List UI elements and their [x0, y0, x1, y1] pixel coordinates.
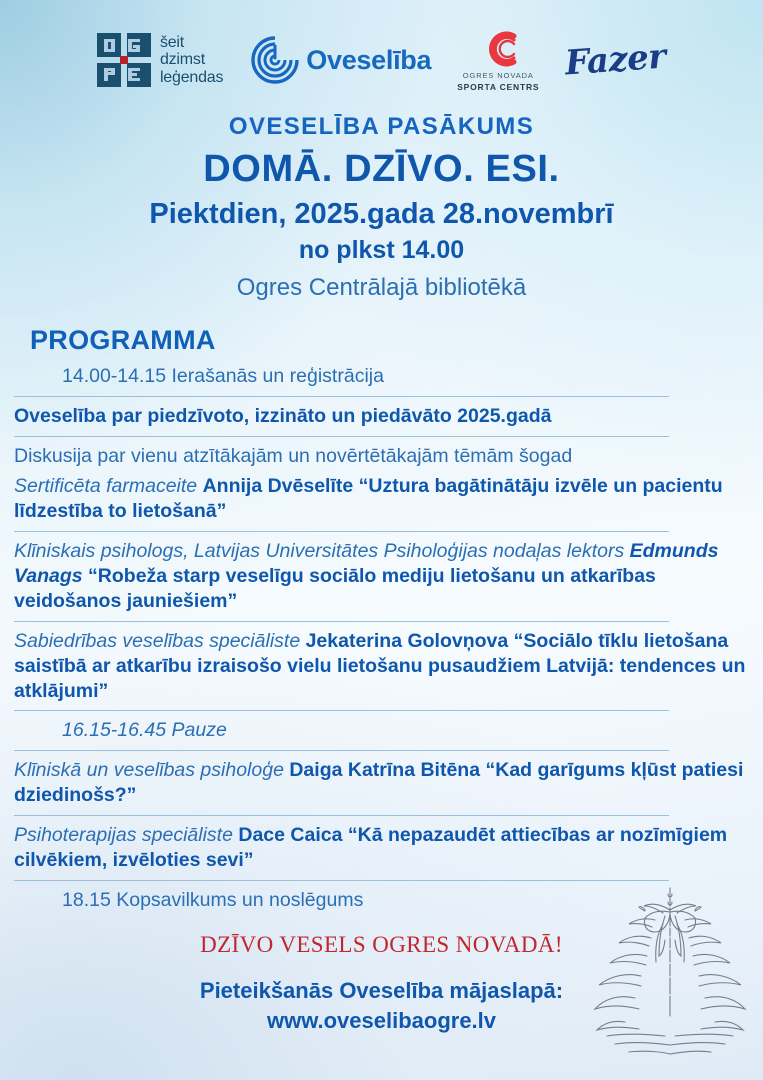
programme-entry: [14, 756, 754, 811]
ogre-square-mark-icon: [97, 33, 151, 87]
programme-divider: [14, 710, 669, 711]
ogre-accent-dot-icon: [120, 56, 128, 64]
programme-speaker-line: [14, 474, 754, 524]
programme-divider: [14, 621, 669, 622]
speaker-talk-title: “Sociālo tīklu lietošana saistībā ar atkarību izraisošo vielu lietošanu pusaudžiem Latvijā: tendences un atklājumi”: [14, 629, 746, 702]
speaker-role: Sabiedrības veselības speciāliste: [14, 629, 306, 652]
speaker-name: Edmunds Vanags: [14, 539, 719, 587]
event-time: no plkst 14.00: [298, 236, 465, 264]
programme-time-line: 18.15 Kopsavilkums un noslēgums: [62, 889, 364, 912]
christmas-tree-sketch-icon: [585, 876, 755, 1076]
speaker-talk-title: “Kad garīgums kļūst patiesi dziedinošs?”: [14, 759, 744, 807]
programme-entry: [14, 821, 754, 876]
speaker-name: Daiga Katrīna Bitēna: [289, 759, 481, 782]
programme-time-line: 14.00-14.15 Ierašanās un reģistrācija: [62, 365, 384, 387]
programme-entry: [14, 362, 754, 392]
programme-list: [14, 362, 754, 916]
sporta-centrs-line-2: SPORTA CENTRS: [457, 81, 540, 92]
speaker-name: Jekaterina Golovņova: [305, 629, 509, 652]
programme-entry: [14, 442, 754, 472]
ogre-tagline-line-1: šeit: [159, 34, 185, 52]
speaker-name: Dace Caica: [238, 824, 343, 847]
speaker-talk-title: “Uztura bagātinātāju izvēle un pacientu līdzestība to lietošanā”: [14, 474, 723, 522]
ogre-tagline: [160, 34, 223, 86]
programme-speaker-line: [14, 758, 754, 808]
logo-ogre: [97, 33, 223, 87]
speaker-talk-title: “Kā nepazaudēt attiecības ar nozīmīgiem cilvēkiem, izvēloties sevi”: [14, 824, 728, 872]
sporta-centrs-c-mark-icon: [470, 29, 526, 69]
programme-divider: [14, 815, 669, 816]
oveseliba-wordmark: Oveselība: [306, 44, 432, 75]
programme-divider: [14, 531, 669, 532]
speaker-role: Klīniskais psihologs, Latvijas Universitātes Psiholoģijas nodaļas lektors: [14, 539, 630, 562]
logo-oveseliba: [249, 34, 431, 86]
speaker-talk-title: “Robeža starp veselīgu sociālo mediju lietošanu un atkarības veidošanos jauniešiem”: [14, 564, 656, 612]
programme-note-line: Diskusija par vienu atzītākajām un novērtētākajām tēmām šogad: [14, 444, 573, 467]
programme-entry: [14, 472, 754, 527]
programme-speaker-line: [14, 539, 754, 614]
logo-bar: [0, 22, 763, 98]
programme-entry: [14, 627, 754, 707]
event-date: Piektdien, 2025.gada 28.novembrī: [149, 198, 614, 230]
programme-entry: [14, 537, 754, 617]
programme-speaker-line: [14, 823, 754, 873]
programme-pause-line: 16.15-16.45 Pauze: [62, 719, 227, 742]
ogre-tagline-line-3: leģendas: [159, 68, 224, 86]
programme-entry: [14, 716, 754, 746]
footer-slogan: DZĪVO VESELS OGRES NOVADĀ!: [200, 932, 563, 957]
oveseliba-spiral-mark-icon: [249, 34, 301, 86]
programme-divider: [14, 436, 669, 437]
logo-fazer: Fazer: [564, 36, 668, 84]
sporta-centrs-line-1: OGRES NOVADA: [462, 70, 534, 80]
programme-speaker-line: [14, 629, 754, 704]
programme-entry: [14, 402, 754, 432]
programme-section-line: Oveselība par piedzīvoto, izzināto un piedāvāto 2025.gadā: [14, 404, 552, 427]
event-title: DOMĀ. DZĪVO. ESI.: [203, 148, 560, 190]
speaker-role: Klīniskā un veselības psiholoģe: [14, 759, 290, 782]
programme-divider: [14, 880, 669, 881]
logo-sporta-centrs: [457, 29, 539, 92]
programme-divider: [14, 750, 669, 751]
speaker-role: Sertificēta farmaceite: [14, 474, 203, 497]
programme-divider: [14, 396, 669, 397]
programme-heading: PROGRAMMA: [30, 325, 216, 355]
event-eyebrow: OVESELĪBA PASĀKUMS: [228, 113, 535, 140]
footer-signup-text: Pieteikšanās Oveselība mājaslapā:: [199, 978, 564, 1003]
speaker-role: Psihoterapijas speciāliste: [14, 824, 239, 847]
event-place: Ogres Centrālajā bibliotēkā: [236, 274, 527, 301]
ogre-tagline-line-2: dzimst: [159, 51, 205, 69]
footer-website-url[interactable]: www.oveselibaogre.lv: [266, 1008, 497, 1033]
speaker-name: Annija Dvēselīte: [202, 474, 354, 497]
